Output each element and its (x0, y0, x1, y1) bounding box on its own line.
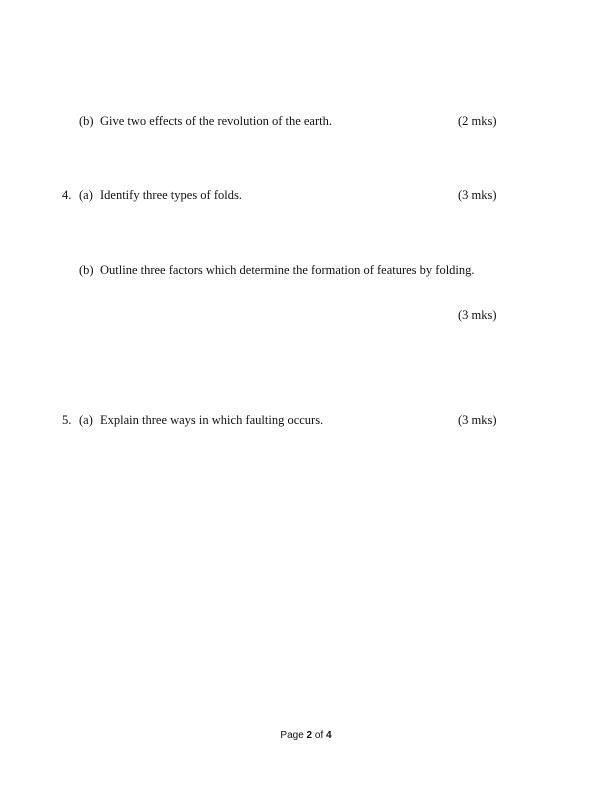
page-of-label: of (314, 730, 324, 741)
question-part-label: (a) (79, 188, 93, 202)
page-footer (0, 729, 612, 743)
question-part-label: (b) (79, 114, 94, 128)
question-part-label: (a) (79, 413, 93, 427)
current-page-number: 2 (306, 730, 313, 741)
question-number: 5. (62, 413, 72, 427)
page-label: Page (280, 730, 304, 741)
question-text: Give two effects of the revolution of the earth. (100, 114, 332, 128)
question-text: Explain three ways in which faulting occurs. (100, 413, 324, 427)
question-number: 4. (62, 188, 72, 202)
question-marks: (3 mks) (458, 188, 497, 202)
question-text: Outline three factors which determine the formation of features by folding. (100, 263, 475, 277)
question-marks: (3 mks) (458, 413, 497, 427)
question-marks: (3 mks) (458, 308, 497, 322)
question-text: Identify three types of folds. (100, 188, 242, 202)
total-pages-number: 4 (326, 730, 332, 741)
question-part-label: (b) (79, 263, 94, 277)
question-marks: (2 mks) (458, 114, 497, 128)
